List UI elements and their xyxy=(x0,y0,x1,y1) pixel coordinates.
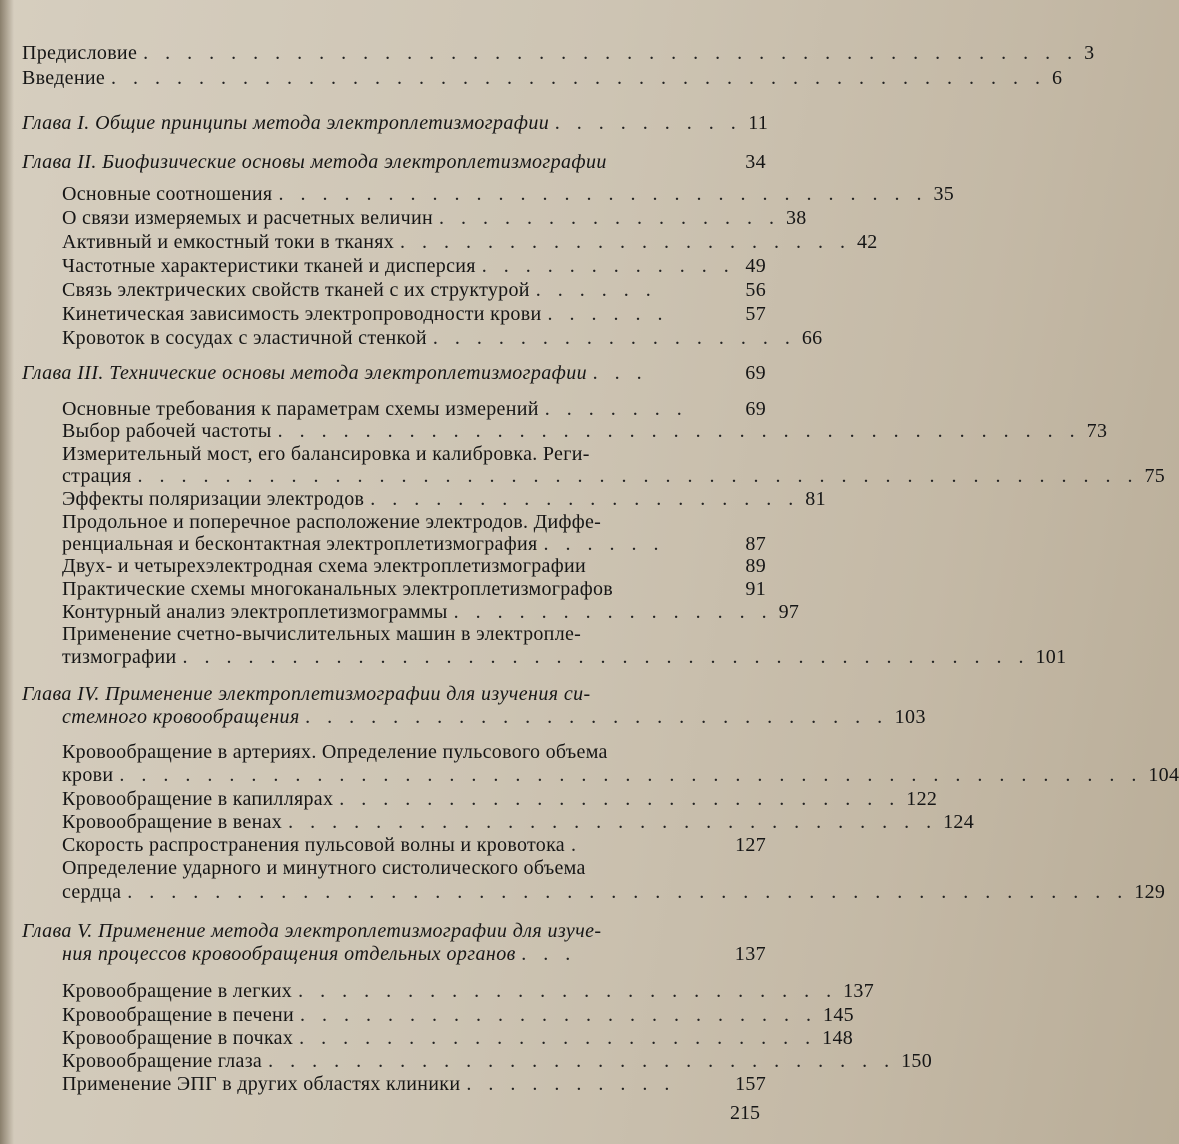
leader-dots: . . . . . . . . . . . . . . . . . . . . . . . . . . . . . . xyxy=(288,811,938,833)
toc-entry-title: Скорость распространения пульсовой волны и кровотока xyxy=(62,834,565,856)
leader-dots: . . . . . . . . . . . . . . . . . . . . xyxy=(370,488,800,510)
chapter-title: Глава III. Технические основы метода электроплетизмографии xyxy=(22,362,588,384)
toc-entry-page: 49 xyxy=(745,255,766,277)
toc-entry xyxy=(62,980,874,1003)
leader-dots: . . . . . . . . . . . . . . . . . . . . . . . . . . . . . xyxy=(268,1050,896,1072)
leader-dots: . . . . . . . . . . . . . . . . . . . . . . . . xyxy=(299,1027,817,1049)
leader-dots: . . . . . . . . . . . . . . . xyxy=(453,601,773,623)
leader-dots: . . . . . . xyxy=(547,303,669,325)
toc-entry-page: 75 xyxy=(1144,465,1166,487)
chapter-5-heading-line1: Глава V. Применение метода электроплетизмографии для изуче- xyxy=(22,920,602,942)
toc-entry-title: Основные требования к параметрам схемы измерений xyxy=(62,398,539,420)
chapter-1-heading xyxy=(22,112,769,135)
leader-dots: . . . . . . . . . . . . . . . . . . . . . . . . xyxy=(300,1004,818,1026)
toc-entry-page: 6 xyxy=(1052,67,1063,89)
leader-dots: . . . . . . . . . xyxy=(555,112,743,134)
toc-entry-page: 91 xyxy=(745,578,766,600)
toc-entry-page: 42 xyxy=(857,231,878,253)
toc-entry-page: 148 xyxy=(822,1027,854,1049)
toc-entry xyxy=(62,533,766,556)
toc-entry-title: Кровообращение глаза xyxy=(62,1050,263,1072)
toc-entry-line1: Кровообращение в артериях. Определение пульсового объема xyxy=(62,741,608,763)
toc-entry-title: Активный и емкостный токи в тканях xyxy=(62,231,394,253)
toc-entry-page: 97 xyxy=(778,601,800,623)
toc-entry xyxy=(62,601,800,624)
toc-entry-title: ренциальная и бесконтактная электроплетизмография xyxy=(62,533,538,555)
toc-entry-title: Применение ЭПГ в других областях клиники xyxy=(62,1073,461,1095)
toc-entry-page: 73 xyxy=(1086,420,1108,442)
toc-entry xyxy=(62,488,826,511)
toc-entry xyxy=(62,183,955,206)
toc-entry-title: Связь электрических свойств тканей с их структурой xyxy=(62,279,530,301)
toc-entry-line1: Продольное и поперечное расположение электродов. Диффе- xyxy=(62,511,602,533)
toc-entry-page: 38 xyxy=(785,207,807,229)
toc-entry-page: 137 xyxy=(843,980,874,1002)
toc-entry-page: 124 xyxy=(943,811,974,833)
toc-entry-page: 122 xyxy=(906,788,938,810)
leader-dots: . . . xyxy=(593,362,649,384)
toc-entry-page: 66 xyxy=(801,327,823,349)
chapter-3-heading xyxy=(22,362,766,385)
toc-entry-title: Выбор рабочей частоты xyxy=(62,420,272,442)
toc-entry-title: сердца xyxy=(62,881,122,903)
toc-entry-title: страция xyxy=(62,465,132,487)
toc-entry-title: Основные соотношения xyxy=(62,183,273,205)
toc-entry-title: О связи измеряемых и расчетных величин xyxy=(62,207,433,229)
toc-entry-title: тизмографии xyxy=(62,646,177,668)
toc-entry xyxy=(62,255,766,278)
leader-dots: . . . . . . . . . . . . . . . . . . . . . . . . . . . . . . . . . . . . . . . . . . . . . . . xyxy=(119,764,1143,786)
chapter-page: 11 xyxy=(748,112,769,134)
leader-dots: . . . . . . xyxy=(535,279,657,301)
leader-dots: . . . . . . . . . . . . . . . . . . . . . . . . . . . xyxy=(305,706,889,728)
chapter-page: 103 xyxy=(894,706,926,728)
leader-dots: . . . . . . . . . . . . xyxy=(481,255,735,277)
toc-entry-page: 145 xyxy=(823,1004,854,1026)
toc-entry xyxy=(62,279,766,302)
toc-entry-introduction xyxy=(22,67,1063,90)
toc-entry-page: 3 xyxy=(1084,42,1095,64)
leader-dots: . . . . . . . . . . . . . . . . . . . . . . . . . . . . . . . . . . . . . . . xyxy=(182,646,1030,668)
toc-entry-page: 56 xyxy=(745,279,766,301)
toc-entry-page: 35 xyxy=(933,183,955,205)
leader-dots: . . . . . . . . . . . . . . . . . . . . . . . . . . xyxy=(339,788,901,810)
toc-entry-title: Кровообращение в почках xyxy=(62,1027,294,1049)
leader-dots: . . . . . . . . . . . . . . . . . . . . . xyxy=(400,231,851,253)
toc-entry-preface xyxy=(22,42,1095,65)
toc-entry xyxy=(62,1073,766,1096)
page-binding-shadow xyxy=(0,0,14,1144)
leader-dots: . . . xyxy=(521,943,577,965)
toc-entry-title: Кровообращение в венах xyxy=(62,811,283,833)
toc-entry-title: Двух- и четырехэлектродная схема электроплетизмографии xyxy=(62,555,586,577)
leader-dots: . . . . . . . . . . xyxy=(466,1073,676,1095)
chapter-title: ния процессов кровообращения отдельных органов xyxy=(62,943,516,965)
leader-dots: . . . . . . . xyxy=(544,398,688,420)
toc-entry-page: 150 xyxy=(901,1050,932,1072)
toc-entry-page: 81 xyxy=(805,488,826,510)
chapter-2-heading xyxy=(22,151,766,174)
leader-dots: . . . . . . . . . . . . . . . . . . . . . . . . . . . . . . xyxy=(278,183,928,205)
toc-entry-line1: Применение счетно-вычислительных машин в электропле- xyxy=(62,623,582,645)
chapter-title: стемного кровообращения xyxy=(62,706,300,728)
toc-entry-title: Практические схемы многоканальных электроплетизмографов xyxy=(62,578,614,600)
toc-entry xyxy=(62,834,766,857)
toc-entry xyxy=(62,231,878,254)
toc-entry-title: Кровообращение в капиллярах xyxy=(62,788,334,810)
chapter-5-heading xyxy=(62,943,766,966)
chapter-title: Глава I. Общие принципы метода электроплетизмографии xyxy=(22,112,550,134)
toc-entry-line1: Определение ударного и минутного систолического объема xyxy=(62,857,586,879)
toc-entry-line1: Измерительный мост, его балансировка и калибровка. Реги- xyxy=(62,443,590,465)
toc-entry xyxy=(62,1027,854,1050)
leader-dots: . . . . . . . . . . . . . . . . . xyxy=(432,327,796,349)
chapter-page: 137 xyxy=(734,943,766,965)
chapter-title: Глава II. Биофизические основы метода электроплетизмографии xyxy=(22,151,607,173)
toc-entry-title: Частотные характеристики тканей и дисперсия xyxy=(62,255,476,277)
leader-dots: . . . . . . . . . . . . . . . . . . . . . . . . . . . . . . . . . . . . . . . . . . . xyxy=(143,42,1079,64)
toc-entry-title: Кровоток в сосудах с эластичной стенкой xyxy=(62,327,427,349)
toc-entry xyxy=(62,420,1108,443)
toc-entry xyxy=(62,811,974,834)
page-number: 215 xyxy=(730,1102,760,1124)
toc-entry xyxy=(62,327,823,350)
leader-dots: . . . . . . xyxy=(543,533,665,555)
toc-entry xyxy=(62,578,766,601)
toc-entry xyxy=(62,207,807,230)
leader-dots: . . . . . . . . . . . . . . . . . . . . . . . . . xyxy=(298,980,838,1002)
toc-entry-page: 104 xyxy=(1148,764,1179,786)
toc-entry xyxy=(62,303,766,326)
toc-entry-page: 129 xyxy=(1134,881,1166,903)
toc-entry-title: Кровообращение в легких xyxy=(62,980,293,1002)
toc-entry xyxy=(62,788,938,811)
toc-entry-title: Эффекты поляризации электродов xyxy=(62,488,365,510)
toc-entry-page: 69 xyxy=(745,398,766,420)
toc-entry xyxy=(62,1004,854,1027)
toc-entry-page: 89 xyxy=(745,555,766,577)
toc-entry-title: Контурный анализ электроплетизмограммы xyxy=(62,601,448,623)
chapter-page: 34 xyxy=(745,151,766,173)
toc-entry xyxy=(62,764,1179,787)
toc-entry-page: 87 xyxy=(745,533,766,555)
toc-entry xyxy=(62,555,766,578)
leader-dots: . . . . . . . . . . . . . . . . xyxy=(438,207,780,229)
leader-dots: . . . . . . . . . . . . . . . . . . . . . . . . . . . . . . . . . . . . . . . . . . . . . . xyxy=(127,881,1129,903)
toc-entry-title: Введение xyxy=(22,67,106,89)
toc-entry-page: 101 xyxy=(1035,646,1067,668)
toc-entry xyxy=(62,1050,932,1073)
toc-entry-page: 57 xyxy=(745,303,766,325)
leader-dots: . . . . . . . . . . . . . . . . . . . . . . . . . . . . . . . . . . . . . . . . . . . . . . xyxy=(137,465,1139,487)
toc-entry-title: Кровообращение в печени xyxy=(62,1004,295,1026)
chapter-4-heading-line1: Глава IV. Применение электроплетизмографии для изучения си- xyxy=(22,683,591,705)
toc-entry-title: крови xyxy=(62,764,114,786)
toc-entry-page: 127 xyxy=(735,834,766,856)
toc-entry xyxy=(62,398,766,421)
chapter-page: 69 xyxy=(745,362,766,384)
toc-entry-page: 157 xyxy=(735,1073,766,1095)
toc-entry xyxy=(62,646,1067,669)
leader-dots: . . . . . . . . . . . . . . . . . . . . . . . . . . . . . . . . . . . . . xyxy=(277,420,1081,442)
toc-entry-title: Предисловие xyxy=(22,42,138,64)
toc-entry-title: Кинетическая зависимость электропроводности крови xyxy=(62,303,542,325)
leader-dots: . xyxy=(570,834,582,856)
toc-entry xyxy=(62,465,1166,488)
leader-dots: . . . . . . . . . . . . . . . . . . . . . . . . . . . . . . . . . . . . . . . . . . . xyxy=(111,67,1047,89)
chapter-4-heading xyxy=(62,706,926,729)
toc-entry xyxy=(62,881,1166,904)
